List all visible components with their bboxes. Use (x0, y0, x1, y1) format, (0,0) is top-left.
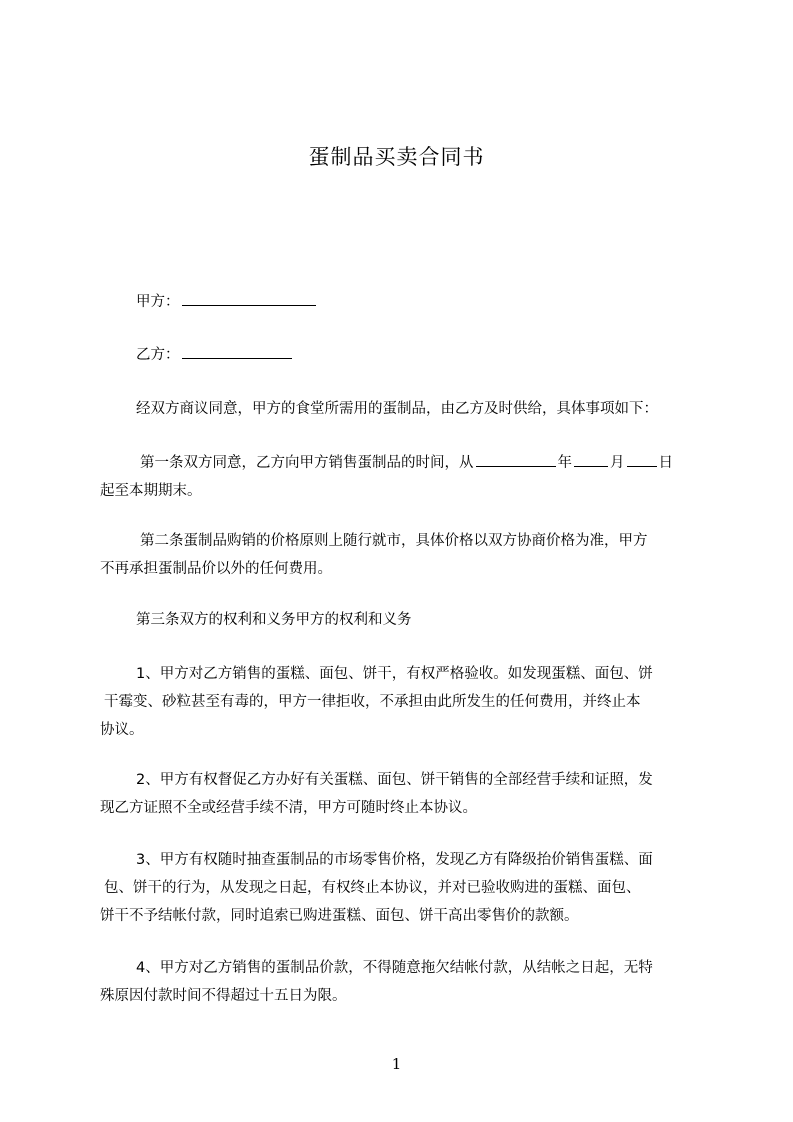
article-1-text: 第一条双方同意，乙方向甲方销售蛋制品的时间，从 (140, 455, 474, 471)
article-3-heading: 第三条双方的权利和义务甲方的权利和义务 (136, 612, 412, 628)
clause-1-line-3: 协议。 (100, 722, 144, 738)
clause-4-line-2: 殊原因付款时间不得超过十五日为限。 (100, 988, 347, 1004)
clause-1-line-2: 干霉变、砂粒甚至有毒的，甲方一律拒收，不承担由此所发生的任何费用，并终止本 (104, 694, 641, 710)
clause-2-line-2: 现乙方证照不全或经营手续不清，甲方可随时终止本协议。 (100, 800, 477, 816)
article-1-line-2: 起至本期期末。 (100, 483, 202, 499)
clause-2-line-1: 2、甲方有权督促乙方办好有关蛋糕、面包、饼干销售的全部经营手续和证照，发 (136, 772, 653, 788)
clause-1 (100, 660, 710, 744)
article-2 (100, 527, 710, 583)
start-day-blank[interactable] (627, 452, 657, 467)
party-b-label: 乙方： (136, 347, 180, 363)
party-a-line (136, 288, 746, 316)
clause-2 (100, 766, 710, 822)
page-number: 1 (391, 1055, 402, 1073)
clause-4 (100, 954, 710, 1010)
month-label: 月 (610, 455, 625, 471)
article-2-line-1: 第二条蛋制品购销的价格原则上随行就市，具体价格以双方协商价格为准，甲方 (140, 533, 648, 549)
party-a-blank[interactable] (182, 291, 316, 306)
clause-3 (100, 846, 710, 930)
party-b-blank[interactable] (182, 344, 292, 359)
article-2-line-2: 不再承担蛋制品价以外的任何费用。 (100, 561, 332, 577)
clause-3-line-2: 包、饼干的行为，从发现之日起，有权终止本协议，并对已验收购进的蛋糕、面包、 (104, 880, 641, 896)
party-a-label: 甲方： (136, 294, 180, 310)
start-year-blank[interactable] (476, 452, 556, 467)
clause-3-line-3: 饼干不予结帐付款，同时追索已购进蛋糕、面包、饼干高出零售价的款额。 (100, 908, 579, 924)
article-1-line-1 (100, 449, 710, 477)
intro-paragraph: 经双方商议同意，甲方的食堂所需用的蛋制品，由乙方及时供给，具体事项如下： (136, 401, 658, 417)
clause-3-line-1: 3、甲方有权随时抽查蛋制品的市场零售价格，发现乙方有降级抬价销售蛋糕、面 (136, 852, 653, 868)
day-label: 日 (658, 455, 673, 471)
party-b-line (136, 341, 746, 369)
start-month-blank[interactable] (574, 452, 608, 467)
clause-4-line-1: 4、甲方对乙方销售的蛋制品价款，不得随意拖欠结帐付款，从结帐之日起，无特 (136, 960, 653, 976)
year-label: 年 (557, 455, 572, 471)
clause-1-line-1: 1、甲方对乙方销售的蛋糕、面包、饼干，有权严格验收。如发现蛋糕、面包、饼 (136, 666, 653, 682)
document-title: 蛋制品买卖合同书 (308, 145, 485, 169)
article-1 (100, 449, 710, 505)
